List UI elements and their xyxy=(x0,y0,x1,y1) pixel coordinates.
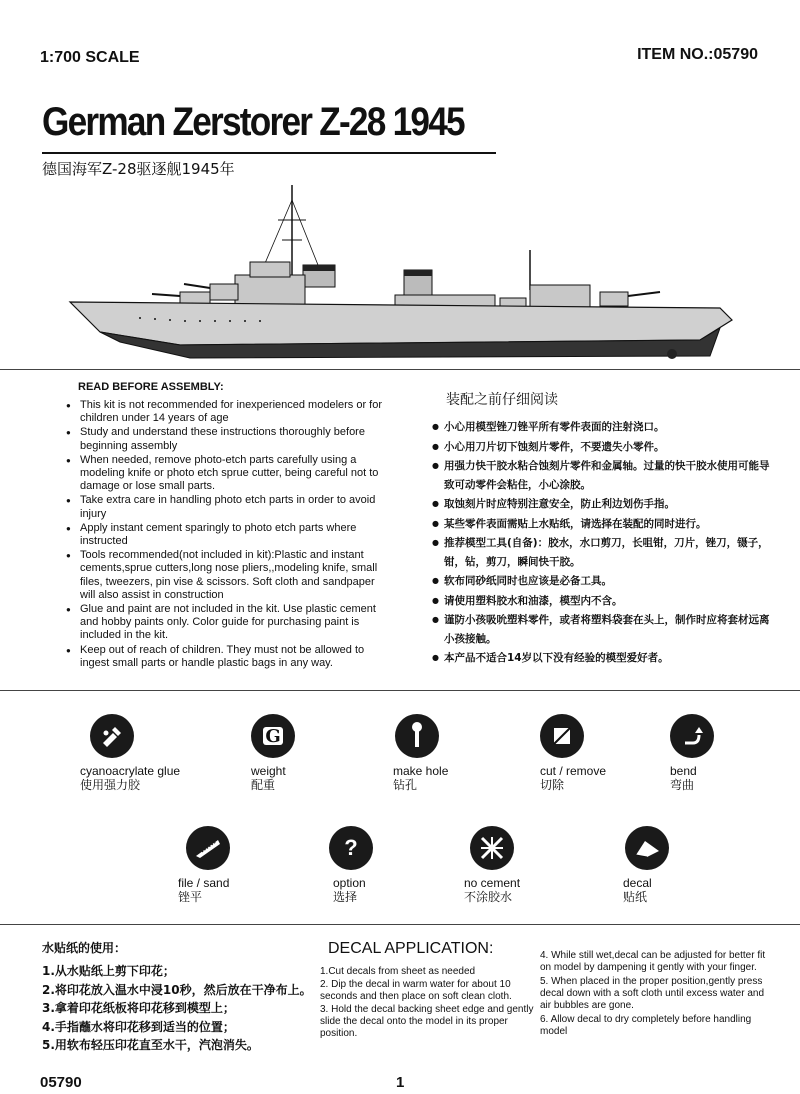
symbol-label-cn: 贴纸 xyxy=(623,890,648,904)
bend-icon xyxy=(670,714,714,758)
page-number: 1 xyxy=(396,1074,405,1091)
symbol-label: bend xyxy=(670,764,697,778)
list-item: ● Glue and paint are not included in the kit. Use plastic cement and hobby paints only. Color guide for purchasing paint is included in the kit. xyxy=(66,603,386,643)
read-before-heading-cn: 装配之前仔细阅读 xyxy=(446,392,558,408)
symbol-decal xyxy=(623,826,753,905)
list-item: 4. While still wet,decal can be adjusted for better fit on model by dampening it gently with your finger. xyxy=(540,950,766,973)
symbol-label-cn: 切除 xyxy=(540,778,565,792)
symbol-label-cn: 使用强力胶 xyxy=(80,778,141,792)
symbol-no-cement xyxy=(464,826,594,905)
list-item: ● 用强力快干胶水粘合蚀刻片零件和金属轴。过量的快干胶水使用可能导致可动零件会粘住，小心涂胶。 xyxy=(432,457,772,494)
list-item: ● 软布同砂纸同时也应该是必备工具。 xyxy=(432,572,772,591)
list-item: 3. Hold the decal backing sheet edge and gently slide the decal onto the model in its proper position. xyxy=(320,1004,534,1039)
list-item: ● 请使用塑料胶水和油漆，模型内不含。 xyxy=(432,592,772,611)
decal-steps-left xyxy=(320,966,536,1041)
symbol-weight xyxy=(251,714,381,793)
option-icon: ? xyxy=(329,826,373,870)
list-item: ● Tools recommended(not included in kit):Plastic and instant cements,sprue cutters,long nose pliers,,modeling knife, small files, tweezers, pin vise & scissors. Soft cloth and sandpaper will also assist in construction xyxy=(66,549,386,602)
drill-icon xyxy=(395,714,439,758)
glue-icon xyxy=(90,714,134,758)
section-divider xyxy=(0,924,800,925)
item-number: ITEM NO.:05790 xyxy=(637,46,758,63)
list-item: 4.手指蘸水将印花移到适当的位置； xyxy=(42,1019,235,1034)
decal-steps-right xyxy=(540,950,770,1040)
symbol-label-cn: 配重 xyxy=(251,778,276,792)
list-item: ● 本产品不适合14岁以下没有经验的模型爱好者。 xyxy=(432,649,772,668)
list-item: 2.将印花放入温水中浸10秒，然后放在干净布上。 xyxy=(42,982,312,997)
list-item: ● 谨防小孩吸吮塑料零件，或者将塑料袋套在头上，制作时应将套材远离小孩接触。 xyxy=(432,611,772,648)
symbol-label: option xyxy=(333,876,366,890)
list-item: ● 小心用刀片切下蚀刻片零件，不要遗失小零件。 xyxy=(432,438,772,457)
symbol-label: file / sand xyxy=(178,876,230,890)
symbol-label: weight xyxy=(251,764,286,778)
cut-icon xyxy=(540,714,584,758)
list-item: 2. Dip the decal in warm water for about 10 seconds and then place on soft clean cloth. xyxy=(320,979,512,1002)
list-item: ● 推荐模型工具(自备)：胶水，水口剪刀，长咀钳，刀片，锉刀，镊子，钳，钻，剪刀，瞬间快干胶。 xyxy=(432,534,772,571)
symbol-label-cn: 钻孔 xyxy=(393,778,418,792)
symbol-label: cyanoacrylate glue xyxy=(80,764,181,778)
read-before-heading: READ BEFORE ASSEMBLY: xyxy=(78,381,224,393)
ship-illustration xyxy=(60,180,750,365)
symbol-file xyxy=(178,826,308,905)
symbol-cut xyxy=(540,714,670,793)
decal-icon xyxy=(625,826,669,870)
list-item: ● 某些零件表面需贴上水贴纸，请选择在装配的同时进行。 xyxy=(432,515,772,534)
list-item: ● Study and understand these instructions thoroughly before beginning assembly xyxy=(66,426,386,452)
symbol-bend xyxy=(670,714,800,793)
weight-icon: G xyxy=(251,714,295,758)
list-item: 1.从水贴纸上剪下印花； xyxy=(42,964,175,978)
title-underline xyxy=(42,152,496,154)
symbol-label-cn: 锉平 xyxy=(178,890,203,904)
no-cement-icon xyxy=(470,826,514,870)
list-item: ● Take extra care in handling photo etch parts in order to avoid injury xyxy=(66,494,386,520)
decal-heading-cn: 水贴纸的使用： xyxy=(42,941,127,955)
symbol-glue xyxy=(80,714,210,793)
symbol-label: cut / remove xyxy=(540,764,607,778)
page-title-cn: 德国海军Z-28驱逐舰1945年 xyxy=(42,160,235,178)
list-item: ● When needed, remove photo-etch parts carefully using a modeling knife or photo etch sprue cutter, being careful not to damage or lose small parts. xyxy=(66,454,386,494)
list-item: ● 小心用模型锉刀锉平所有零件表面的注射浇口。 xyxy=(432,418,772,437)
symbol-drill xyxy=(393,714,523,793)
symbol-option xyxy=(333,826,463,905)
footer-item-code: 05790 xyxy=(40,1074,82,1091)
symbol-label: decal xyxy=(623,876,652,890)
list-item: ● Keep out of reach of children. They must not be allowed to ingest small parts or handle plastic bags in any way. xyxy=(66,644,386,670)
symbol-label: make hole xyxy=(393,764,449,778)
file-icon xyxy=(186,826,230,870)
decal-steps-cn xyxy=(42,962,312,1055)
list-item: 3.拿着印花纸板将印花移到模型上； xyxy=(42,1001,235,1015)
symbol-label-cn: 选择 xyxy=(333,890,358,904)
list-item: 5.用软布轻压印花直至水干，汽泡消失。 xyxy=(42,1038,259,1052)
list-item: 1.Cut decals from sheet as needed xyxy=(320,966,476,977)
read-before-list xyxy=(66,399,386,671)
decal-heading: DECAL APPLICATION: xyxy=(328,940,494,957)
list-item: 6. Allow decal to dry completely before handling model xyxy=(540,1014,752,1037)
list-item: 5. When placed in the proper position,gently press decal down with a soft cloth until excess water and air bubbles are gone. xyxy=(540,976,765,1011)
list-item: ● This kit is not recommended for inexperienced modelers or for children under 14 years of age xyxy=(66,399,386,425)
section-divider xyxy=(0,369,800,370)
page-title: German Zerstorer Z-28 1945 xyxy=(42,100,464,144)
symbol-label-cn: 弯曲 xyxy=(670,778,695,792)
read-before-list-cn xyxy=(432,418,772,669)
list-item: ● 取蚀刻片时应特别注意安全，防止利边划伤手指。 xyxy=(432,495,772,514)
list-item: ● Apply instant cement sparingly to photo etch parts where instructed xyxy=(66,522,386,548)
section-divider xyxy=(0,690,800,691)
scale-label: 1:700 SCALE xyxy=(40,49,140,66)
symbol-label: no cement xyxy=(464,876,521,890)
symbol-label-cn: 不涂胶水 xyxy=(464,890,513,904)
